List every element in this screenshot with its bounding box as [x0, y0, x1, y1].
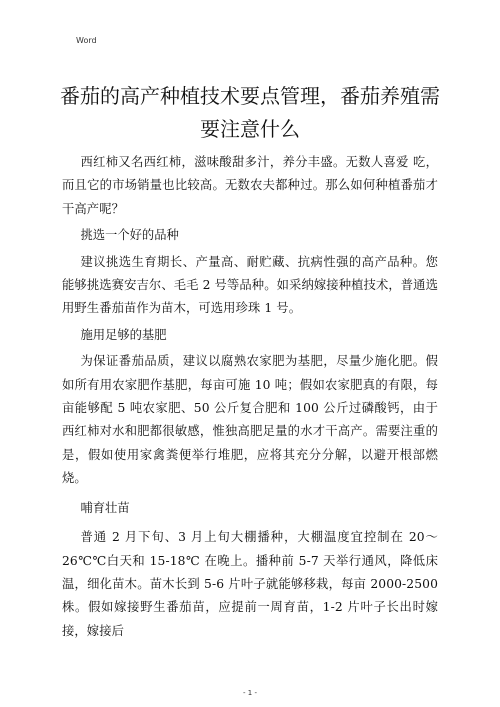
document-header-label: Word	[76, 36, 97, 45]
section-body-variety: 建议挑选生育期长、产量高、耐贮藏、抗病性强的高产品种。您能够挑选赛安吉尔、毛毛 2 号等品种。如采纳嫁接种植技术，普通选用野生番茄苗作为苗木，可选用珍珠 1 号。	[62, 254, 438, 316]
page-number: - 1 -	[243, 689, 257, 697]
intro-paragraph: 西红柿又名西红柿，滋味酸甜多汁，养分丰盛。无数人喜爱 吃，而且它的市场销量也比较高。无数农夫都种过。那么如何种植番茄才干高产呢？	[62, 155, 438, 216]
document-title: 番茄的高产种植技术要点管理，番茄养殖需要注意什么	[60, 84, 440, 141]
section-heading-seedlings: 哺育壮苗	[80, 500, 130, 515]
document-body	[62, 151, 438, 646]
section-heading-variety: 挑选一个好的品种	[80, 228, 179, 243]
section-body-seedlings: 普通 2 月下旬、3 月上旬大棚播种，大棚温度宜控制在 20～26℃℃白天和 15-18℃ 在晚上。播种前 5-7 天举行通风，降低床温，细化苗木。苗木长到 5-6 片叶子就能够移栽，每亩 2000-2500 株。假如嫁接野生番茄苗，应提前一周育苗，1-2 片叶子长出时嫁接，嫁接后	[62, 530, 438, 638]
section-heading-base-fertilizer: 施用足够的基肥	[80, 327, 167, 342]
section-body-base-fertilizer: 为保证番茄品质，建议以腐熟农家肥为基肥，尽量少施化肥。假如所有用农家肥作基肥，每亩可施 10 吨；假如农家肥真的有限，每亩能够配 5 吨农家肥、50 公斤复合肥和 100 公斤过磷酸钙，由于西红柿对水和肥都很敏感，惟独高肥足量的水才干高产。需要注重的是，假如使用家禽粪便举行堆肥，应将其充分分解，以避开根部燃烧。	[62, 354, 438, 486]
